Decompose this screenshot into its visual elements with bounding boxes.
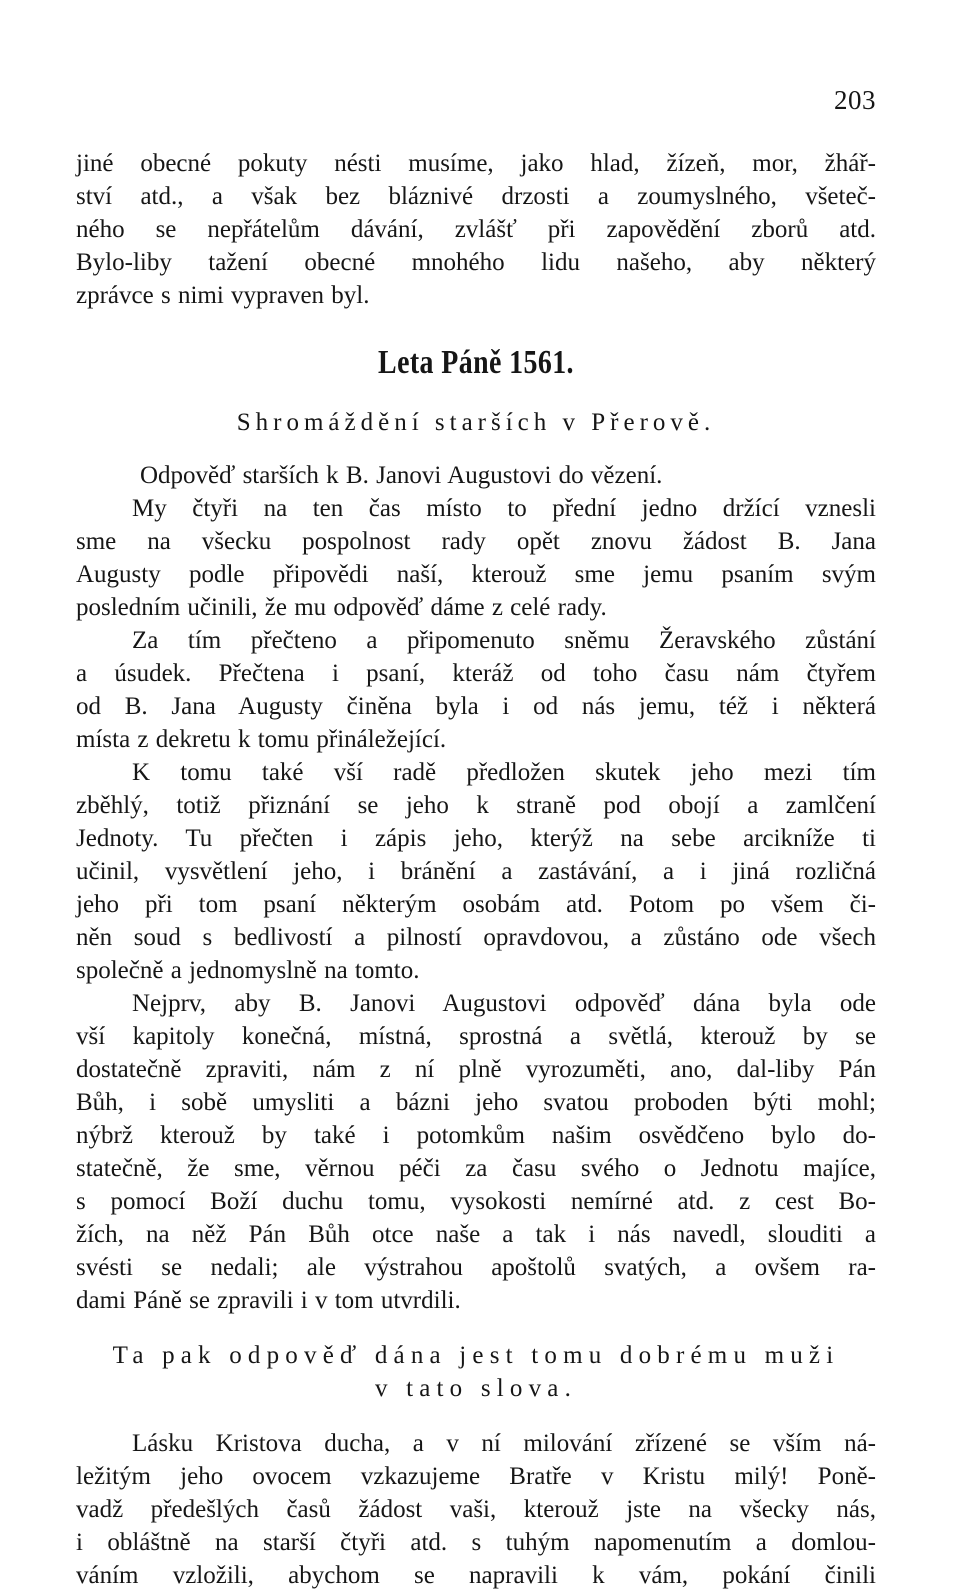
year-heading: Leta Páně 1561. bbox=[378, 344, 574, 381]
text-line: jeho při tom psaní některým osobám atd. Potom po všem či- bbox=[76, 891, 876, 918]
letter-subheading: Odpověď starších k B. Janovi Augustovi do vězení. bbox=[140, 462, 663, 489]
text-line: i obláštně na starší čtyři atd. s tuhým napomenutím a domlou- bbox=[76, 1529, 876, 1556]
text-line: od B. Jana Augusty činěna byla i od nás jemu, též i některá bbox=[76, 693, 876, 720]
text-line: ležitým jeho ovocem vzkazujeme Bratře v Kristu milý! Poně- bbox=[76, 1463, 876, 1490]
text-line: sme na všecku pospolnost rady opět znovu žádost B. Jana bbox=[76, 528, 876, 555]
text-line: Augusty podle připovědi naší, kterouž sme jemu psaním svým bbox=[76, 561, 876, 588]
text-line: vadž předešlých časů žádost vaši, kterouž jste na všecky nás, bbox=[76, 1496, 876, 1523]
text-line: K tomu také vší radě předložen skutek jeho mezi tím bbox=[132, 759, 876, 786]
page-number: 203 bbox=[834, 85, 876, 115]
text-line: statečně, že sme, věrnou péči za času svého o Jednotu majíce, bbox=[76, 1155, 876, 1182]
text-line: ného se nepřátelům dávání, zvlášť při zapovědění zborů atd. bbox=[76, 216, 876, 243]
text-line: Nejprv, aby B. Janovi Augustovi odpověď dána byla ode bbox=[132, 990, 876, 1017]
text-line: nýbrž kterouž by také i potomkům našim osvědčeno bylo do- bbox=[76, 1122, 876, 1149]
text-line: váním vzložili, abychom se napravili k vám, pokání činili bbox=[76, 1562, 876, 1589]
text-line: ství atd., a však bez bláznivé drzosti a zoumyslného, všeteč- bbox=[76, 183, 876, 210]
text-line: zběhlý, totiž přiznání se jeho k straně pod obojí a zamlčení bbox=[76, 792, 876, 819]
text-line: Bůh, i sobě umysliti a bázni jeho svatou proboden býti mohl; bbox=[76, 1089, 876, 1116]
text-line: vší kapitoly konečná, místná, sprostná a světlá, kterouž by se bbox=[76, 1023, 876, 1050]
text-line: Bylo-liby tažení obecné mnohého lidu našeho, aby některý bbox=[76, 249, 876, 276]
text-line: s pomocí Boží duchu tomu, vysokosti nemírné atd. z cest Bo- bbox=[76, 1188, 876, 1215]
text-line: Za tím přečteno a připomenuto sněmu Žeravského zůstání bbox=[132, 627, 876, 654]
text-line: Jednoty. Tu přečten i zápis jeho, kterýž na sebe arcikníže ti bbox=[76, 825, 876, 852]
text-line: místa z dekretu k tomu přináležející. bbox=[76, 726, 447, 753]
text-line: zprávce s nimi vypraven byl. bbox=[76, 282, 370, 309]
text-line: posledním učinili, že mu odpověď dáme z celé rady. bbox=[76, 594, 607, 621]
text-line: učinil, vysvětlení jeho, i bránění a zastávání, a i jiná rozličná bbox=[76, 858, 876, 885]
text-line: svésti se nedali; ale výstrahou apoštolů svatých, a ovšem ra- bbox=[76, 1254, 876, 1281]
text-line: Lásku Kristova ducha, a v ní milování zřízené se vším ná- bbox=[132, 1430, 876, 1457]
book-page bbox=[76, 0, 876, 1596]
reply-heading-line-1: Ta pak odpověď dána jest tomu dobrému muži bbox=[112, 1342, 840, 1369]
text-line: společně a jednomyslně na tomto. bbox=[76, 957, 420, 984]
text-line: dostatečně zpraviti, nám z ní plně vyrozuměti, ano, dal-liby Pán bbox=[76, 1056, 876, 1083]
text-line: dami Páně se zpravili i v tom utvrdili. bbox=[76, 1287, 461, 1314]
text-line: a úsudek. Přečtena i psaní, kteráž od toho času nám čtyřem bbox=[76, 660, 876, 687]
text-line: jiné obecné pokuty nésti musíme, jako hlad, žízeň, mor, žhář- bbox=[76, 150, 876, 177]
assembly-heading: Shromáždění starších v Přerově. bbox=[236, 409, 716, 436]
text-line: něn soud s bedlivostí a pilností opravdovou, a zůstáno ode všech bbox=[76, 924, 876, 951]
text-line: My čtyři na ten čas místo to přední jedno držící vznesli bbox=[132, 495, 876, 522]
text-line: žích, na něž Pán Bůh otce naše a tak i nás navedl, slouditi a bbox=[76, 1221, 876, 1248]
reply-heading-line-2: v tato slova. bbox=[374, 1375, 578, 1402]
